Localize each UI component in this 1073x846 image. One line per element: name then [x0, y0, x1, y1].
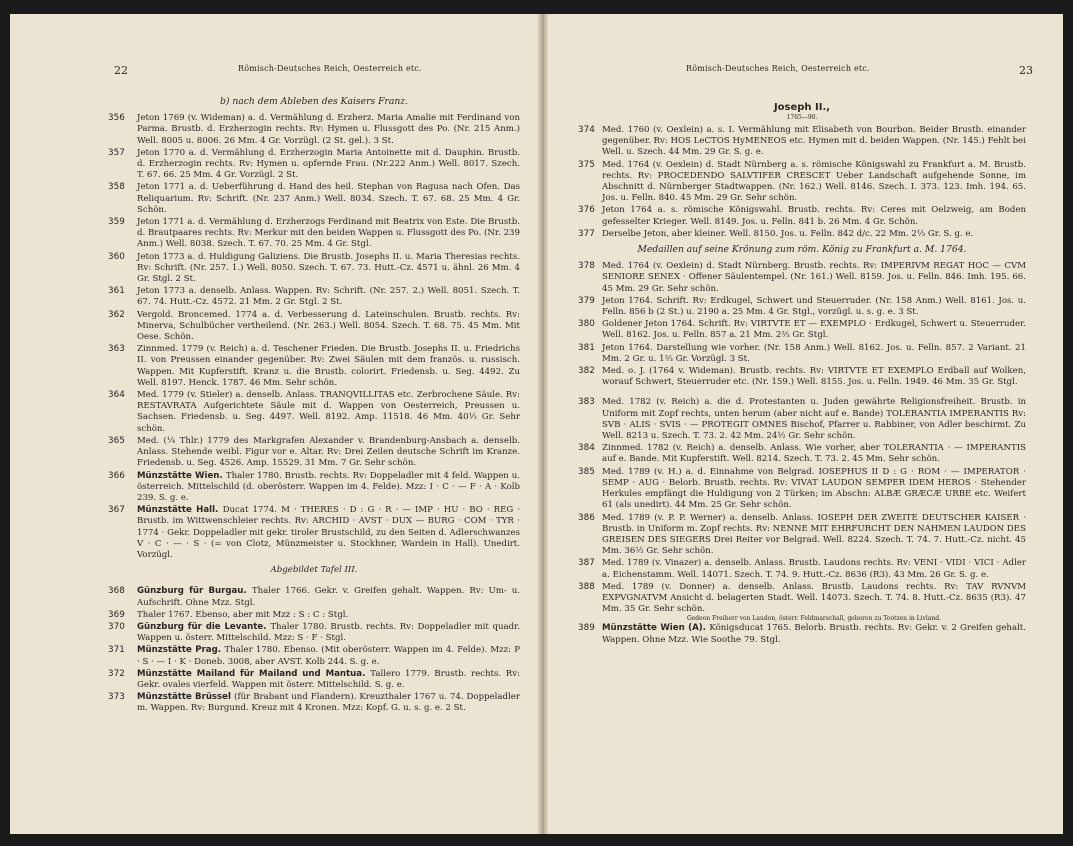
entry-text: Thaler 1780. Brustb. rechts. Rv: Doppeladler mit quadr. Wappen u. österr. Mittelschild. Mzz: S · F · Stgl.	[137, 621, 521, 644]
catalog-entry	[578, 443, 1026, 465]
catalog-entry	[578, 296, 1026, 318]
entry-number: 361	[108, 286, 125, 297]
entry-number: 370	[108, 621, 125, 632]
mint-name: Günzburg für die Levante.	[137, 621, 271, 632]
catalog-entry	[108, 217, 520, 251]
entry-text: Med. 1789 (v. P. P. Werner) a. denselb. Anlass. IOSEPH DER ZWEITE DEUTSCHER KAISER · Brustb. in Uniform m. Zopf rechts. Rv: NENNE MIT EHRFURCHT DEN NAHMEN LAUDON DES GREISEN DES SIEGERS Drei Reiter vor Belgrad. Well. 8224. Szech. T. 74. 7. Hutt.-Cz. nicht. 45 Mm. 36½ Gr. Sehr schön.	[602, 512, 1026, 557]
catalog-entry	[108, 252, 520, 286]
reign-years: 1765—90.	[786, 114, 818, 121]
catalog-entry	[578, 513, 1026, 558]
entry-text: Thaler 1780. Ebenso. (Mit oberösterr. Wappen im 4. Felde). Mzz: P · S · — I · K · Doneb. 3008, aber AVST. Kolb 244. S. g. e.	[137, 645, 520, 667]
running-head: Römisch-Deutsches Reich, Oesterreich etc.	[238, 64, 422, 73]
entry-number: 382	[578, 366, 595, 377]
left-page	[10, 14, 540, 834]
catalog-entry	[578, 160, 1026, 205]
catalog-entry	[108, 645, 520, 667]
entry-number: 373	[108, 692, 125, 703]
entry-number: 364	[108, 390, 125, 401]
entry-text: Med. 1779 (v. Stieler) a. denselb. Anlass. TRANQVILLITAS etc. Zerbrochene Säule. Rv: RESTAVRATA Aufgerichtete Säule mit d. Wappen von Oesterreich, Preussen u. Sachsen. Friedensb. u. Seg. 4497. Well. 8192. Amp. 11518. 46 Mm. 40½ Gr. Sehr schön.	[137, 390, 520, 434]
entry-list	[578, 397, 1026, 645]
catalog-entry	[578, 343, 1026, 365]
running-head: Römisch-Deutsches Reich, Oesterreich etc.	[686, 64, 870, 73]
entry-text: Med. 1789 (v. Donner) a. denselb. Anlass. Brustb. Laudons rechts. Rv: TAV RVNVM EXPVGNATVM Ansicht d. belagerten Stadt. Well. 14073. Szech. T. 74. 8. Hutt.-Cz. 8635 (R3). 47 Mm. 35 Gr. Sehr schön.	[602, 581, 1026, 615]
catalog-entry	[578, 261, 1026, 295]
entry-number: 383	[578, 397, 595, 408]
entry-number: 363	[108, 344, 125, 355]
mint-name: Münzstätte Wien (A).	[602, 623, 710, 634]
entry-number: 372	[108, 668, 125, 679]
catalog-entry	[578, 558, 1026, 580]
entry-text: Jeton 1769 (v. Wideman) a. d. Vermählung d. Erzherz. Maria Amalie mit Ferdinand von Parma. Brustb. d. Erzherzogin rechts. Rv: Hymen u. Flussgott des Po. (Nr. 215 Anm.) Well. 8005 u. 8006. 26 Mm. 4 Gr. Vorzügl. (2 St. gel.). 3 St.	[137, 113, 520, 146]
catalog-entry	[108, 692, 520, 714]
entry-list	[108, 586, 520, 714]
entry-number: 387	[578, 558, 595, 569]
entry-text: Goldener Jeton 1764. Schrift. Rv: VIRTVTE ET — EXEMPLO · Erdkugel, Schwert u. Steuerruder. Well. 8162. Jos. u. Felln. 857 a. 21 Mm. 2⅔ Gr. Stgl.	[602, 319, 1026, 341]
catalog-entry	[578, 467, 1026, 512]
entry-text: Jeton 1773 a. d. Huldigung Galiziens. Die Brustb. Josephs II. u. Maria Theresias rechts. Rv: Schrift. (Nr. 257. 1.) Well. 8050. Szech. T. 67. 73. Hutt.-Cz. 4571 u. ähnl. 26 Mm. 4 Gr. Stgl. 2 St.	[137, 251, 520, 285]
catalog-entry	[108, 390, 520, 435]
entry-text: Jeton 1764 a. s. römische Königswahl. Brustb. rechts. Rv: Ceres mit Oelzweig, am Boden gefesselter Krieger. Well. 8149. Jos. u. Felln. 841 b. 26 Mm. 4 Gr. Schön.	[602, 205, 1026, 227]
entry-footnote: Gedeon Freiherr von Laudon, österr. Feldmarschall, geboren zu Tootzen in Livland.	[686, 615, 942, 623]
entry-number: 386	[578, 512, 595, 523]
entry-number: 357	[108, 147, 125, 158]
entry-text: Jeton 1771 a. d. Vermählung d. Erzherzogs Ferdinand mit Beatrix von Este. Die Brustb. d. Brautpaares rechts. Rv: Merkur mit den beiden Wappen u. Flussgott des Po. (Nr. 239 Anm.) Well. 8038. Szech. T. 67. 70. 25 Mm. 4 Gr. Stgl.	[137, 217, 520, 250]
catalog-entry	[108, 622, 520, 644]
entry-number: 362	[108, 309, 125, 320]
entry-text: Med. 1789 (v. H.) a. d. Einnahme von Belgrad. IOSEPHUS II D : G · ROM · — IMPERATOR · SEMP · AUG · Belorb. Brustb. rechts. Rv: VIVAT LAUDON SEMPER IDEM HEROS · Stehender Herkules empfängt die Huldigung von 2 Türken; im Abschn: ALBÆ GRÆCÆ URBE etc. Weifert 61 (als unedirt). 44 Mm. 25 Gr. Sehr schön.	[602, 466, 1026, 511]
entry-number: 365	[108, 435, 125, 446]
plate-reference: Abgebildet Tafel III.	[270, 565, 358, 576]
catalog-entry	[578, 623, 1026, 645]
entry-text: Zinnmed. 1779 (v. Reich) a. d. Teschener Frieden. Die Brustb. Josephs II. u. Friedrichs II. von Preussen einander gegenüber. Rv: Zwei Säulen mit dem französ. u. russisch. Wappen. Mit Kupferstift. Kranz u. die Brustb. colorirt. Friedensb. u. Seg. 4492. Zu Well. 8197. Henck. 1787. 46 Mm. Sehr schön.	[137, 344, 520, 388]
catalog-entry	[108, 113, 520, 147]
entry-number: 378	[578, 261, 595, 272]
entry-text: Thaler 1767. Ebenso, aber mit Mzz : S : C : Stgl.	[137, 609, 349, 620]
entry-list	[108, 113, 520, 561]
section-heading: Medaillen auf seine Krönung zum röm. König zu Frankfurt a. M. 1764.	[637, 244, 967, 256]
entry-number: 380	[578, 319, 595, 330]
right-page	[546, 14, 1063, 834]
catalog-entry	[108, 471, 520, 505]
entry-text: Med. 1764 (v. Oexlein) d. Stadt Nürnberg. Brustb. rechts. Rv: IMPERIVM REGAT HOC — CVM SENIORE SENEX · Offener Säulentempel. (Nr. 161.) Well. 8159. Jos. u. Felln. 846. Imh. 195. 66. 45 Mm. 29 Gr. Sehr schön.	[602, 261, 1026, 294]
mint-name: Münzstätte Wien.	[137, 470, 226, 481]
entry-text: Med. 1789 (v. Vinazer) a. denselb. Anlass. Brustb. Laudons rechts. Rv: VENI · VIDI · VICI · Adler a. Eichenstamm. Well. 14071. Szech. T. 74. 9. Hutt.-Cz. 8636 (R3). 43 Mm. 26 Gr. S. g. e.	[602, 558, 1026, 580]
entry-number: 367	[108, 505, 125, 516]
catalog-entry	[578, 205, 1026, 227]
entry-list	[578, 125, 1026, 240]
entry-number: 360	[108, 251, 125, 262]
entry-text: Med. 1782 (v. Reich) a. die d. Protestanten u. Juden gewährte Religionsfreiheit. Brustb. in Uniform mit Zopf rechts, unten herum (aber nicht auf e. Bande) TOLERANTIA IMPERANTIS Rv: SVB · ALIS · SVIS · — PROTEGIT OMNES Bischof, Pfarrer u. Rabbiner, von Adler beschirmt. Zu Well. 8213 u. Szech. T. 73. 2. 42 Mm. 24½ Gr. Sehr schön.	[602, 397, 1026, 442]
catalog-entry	[108, 344, 520, 389]
entry-text: Jeton 1770 a. d. Vermählung d. Erzherzogin Maria Antoinette mit d. Dauphin. Brustb. d. Erzherzogin rechts. Rv: Hymen u. opfernde Frau. (Nr.222 Anm.) Well. 8017. Szech. T. 67. 66. 25 Mm. 4 Gr. Vorzügl. 2 St.	[137, 147, 520, 181]
entry-number: 358	[108, 182, 125, 193]
entry-number: 389	[578, 623, 595, 634]
entry-text: Jeton 1764. Schrift. Rv: Erdkugel, Schwert und Steuerruder. (Nr. 158 Anm.) Well. 8161. Jos. u. Felln. 856 b (2 St.) u. 2190 a. 25 Mm. 4 Gr. Stgl., vorzügl. u. s. g. e. 3 St.	[602, 295, 1026, 318]
page-number: 22	[114, 64, 128, 77]
mint-name: Münzstätte Mailand für Mailand und Mantua.	[137, 668, 371, 679]
entry-number: 368	[108, 586, 125, 597]
entry-text: Med. o. J. (1764 v. Wideman). Brustb. rechts. Rv: VIRTVTE ET EXEMPLO Erdball auf Wolken, worauf Schwert, Steuerruder etc. (Nr. 159.) Well. 8155. Jos. u. Felln. 1949. 46 Mm. 35 Gr. Stgl.	[602, 366, 1026, 388]
catalog-entry	[108, 669, 520, 691]
catalog-entry	[578, 319, 1026, 341]
catalog-entry	[578, 397, 1026, 442]
catalog-entry	[108, 148, 520, 182]
catalog-entry	[578, 366, 1026, 388]
entry-number: 376	[578, 205, 595, 216]
section-heading: b) nach dem Ableben des Kaisers Franz.	[219, 96, 409, 107]
book-spread	[10, 14, 1063, 834]
catalog-entry	[108, 505, 520, 561]
catalog-entry	[108, 310, 520, 344]
catalog-entry	[108, 610, 520, 621]
entry-text: Jeton 1771 a. d. Ueberführung d. Hand des heil. Stephan von Ragusa nach Ofen. Das Reliquarium. Rv: Schrift. (Nr. 237 Anm.) Well. 8034. Szech. T. 67. 68. 25 Mm. 4 Gr. Schön.	[137, 182, 520, 215]
entry-number: 381	[578, 342, 595, 353]
entry-text: Tallero 1779. Brustb. rechts. Rv: Gekr. ovales vierfeld. Wappen mit österr. Mittelschild. S. g. e.	[137, 668, 521, 690]
entry-text: Königsducat 1765. Belorb. Brustb. rechts. Rv: Gekr. v. 2 Greifen gehalt. Wappen. Ohne Mzz. Wie Soothe 79. Stgl.	[602, 623, 1026, 645]
entry-text: Ducat 1774. M · THERES · D : G · R · — IMP · HU · BO · REG · Brustb. im Wittwenschleier rechts. Rv: ARCHID · AVST · DUX — BURG · COM · TYR · 1774 · Gekr. Doppeladler mit gekr. tiroler Brustschild, zu den Seiten d. Adlerschwanzes V · C · — · S · (= von Clotz, Münzmeister u. Stockhner, Wardein in Hall). Unedirt. Vorzügl.	[137, 505, 520, 560]
entry-number: 385	[578, 466, 595, 477]
entry-text: Jeton 1773 a. denselb. Anlass. Wappen. Rv: Schrift. (Nr. 257. 2.) Well. 8051. Szech. T. 67. 74. Hutt.-Cz. 4572. 21 Mm. 2 Gr. Stgl. 2 St.	[137, 286, 520, 308]
catalog-entry	[108, 182, 520, 216]
entry-number: 359	[108, 217, 125, 228]
catalog-entry	[108, 586, 520, 608]
entry-number: 375	[578, 159, 595, 170]
entry-text: Thaler 1766. Gekr. v. Greifen gehalt. Wappen. Rv: Um- u. Aufschrift. Ohne Mzz. Stgl.	[137, 586, 520, 608]
entry-number: 379	[578, 295, 595, 306]
entry-number: 366	[108, 470, 125, 481]
entry-text: (für Brabant und Flandern). Kreuzthaler 1767 u. 74. Doppeladler m. Wappen. Rv: Burgund. Kreuz mit 4 Kronen. Mzz: Kopf. G. u. s. g. e. 2 St.	[137, 692, 520, 714]
left-content	[108, 94, 520, 716]
right-content	[578, 102, 1026, 647]
catalog-entry	[578, 125, 1026, 159]
entry-number: 377	[578, 228, 595, 239]
catalog-entry	[108, 436, 520, 470]
catalog-entry	[108, 286, 520, 308]
catalog-entry	[578, 229, 1026, 240]
entry-number: 384	[578, 443, 595, 454]
entry-text: Thaler 1780. Brustb. rechts. Rv: Doppeladler mit 4 feld. Wappen u. österreich. Mittelschild (d. oberösterr. Wappen im 4. Felde). Mzz: I · C · — F · A · Kolb 239. S. g. e.	[137, 470, 521, 503]
ruler-title: Joseph II.,	[773, 102, 831, 113]
entry-list	[578, 261, 1026, 388]
entry-text: Med. (¼ Thlr.) 1779 des Markgrafen Alexander v. Brandenburg-Ansbach a. denselb. Anlass. Stehende weibl. Figur vor e. Altar. Rv: Drei Zeilen deutsche Schrift im Kranze. Friedensb. u. Seg. 4526. Amp. 15529. 31 Mm. 7 Gr. Sehr schön.	[137, 435, 520, 469]
entry-text: Med. 1760 (v. Oexlein) a. s. I. Vermählung mit Elisabeth von Bourbon. Beider Brustb. einander gegenüber. Rv: HOS LeCTOS HyMENEOS etc. Hymen mit d. beiden Wappen. (Nr. 145.) Fehlt bei Well. u. Szech. 44 Mm. 29 Gr. S. g. e.	[602, 125, 1026, 158]
entry-text: Vergold. Broncemed. 1774 a. d. Verbesserung d. Lateinschulen. Brustb. rechts. Rv: Minerva, Schulbücher vertheilend. (Nr. 263.) Well. 8054. Szech. T. 68. 75. 45 Mm. Mit Oese. Schön.	[137, 309, 520, 343]
page-number: 23	[1019, 64, 1033, 77]
entry-number: 369	[108, 609, 125, 620]
catalog-entry	[578, 582, 1026, 623]
entry-text: Jeton 1764. Darstellung wie vorher. (Nr. 158 Anm.) Well. 8162. Jos. u. Felln. 857. 2 Variant. 21 Mm. 2 Gr. u. 1⅔ Gr. Vorzügl. 3 St.	[602, 342, 1026, 364]
entry-number: 374	[578, 125, 595, 135]
entry-number: 388	[578, 581, 595, 592]
mint-name: Münzstätte Hall.	[137, 505, 223, 516]
entry-number: 371	[108, 645, 125, 656]
entry-number: 356	[108, 113, 125, 124]
entry-text: Derselbe Jeton, aber kleiner. Well. 8150. Jos. u. Felln. 842 d/c. 22 Mm. 2⅓ Gr. S. g. e.	[602, 228, 974, 239]
mint-name: Münzstätte Prag.	[137, 645, 225, 656]
mint-name: Münzstätte Brüssel	[137, 692, 235, 703]
entry-text: Med. 1764 (v. Oexlein) d. Stadt Nürnberg a. s. römische Königswahl zu Frankfurt a. M. Brustb. rechts. Rv: PROCEDENDO SALVTIFER CRESCET Ueber Landschaft aufgehende Sonne, im Abschnitt d. Nürnberger Stadtwappen. (Nr. 162.) Well. 8146. Szech. I. 373. 123. Imh. 194. 65. Jos. u. Felln. 840. 45 Mm. 29 Gr. Sehr schön.	[602, 159, 1026, 204]
mint-name: Günzburg für Burgau.	[137, 586, 252, 597]
entry-text: Zinnmed. 1782 (v. Reich) a. denselb. Anlass. Wie vorher, aber TOLERANTIA · — IMPERANTIS auf e. Bande. Mit Kupferstift. Well. 8214. Szech. T. 73. 2. 45 Mm. Sehr schön.	[602, 443, 1026, 465]
